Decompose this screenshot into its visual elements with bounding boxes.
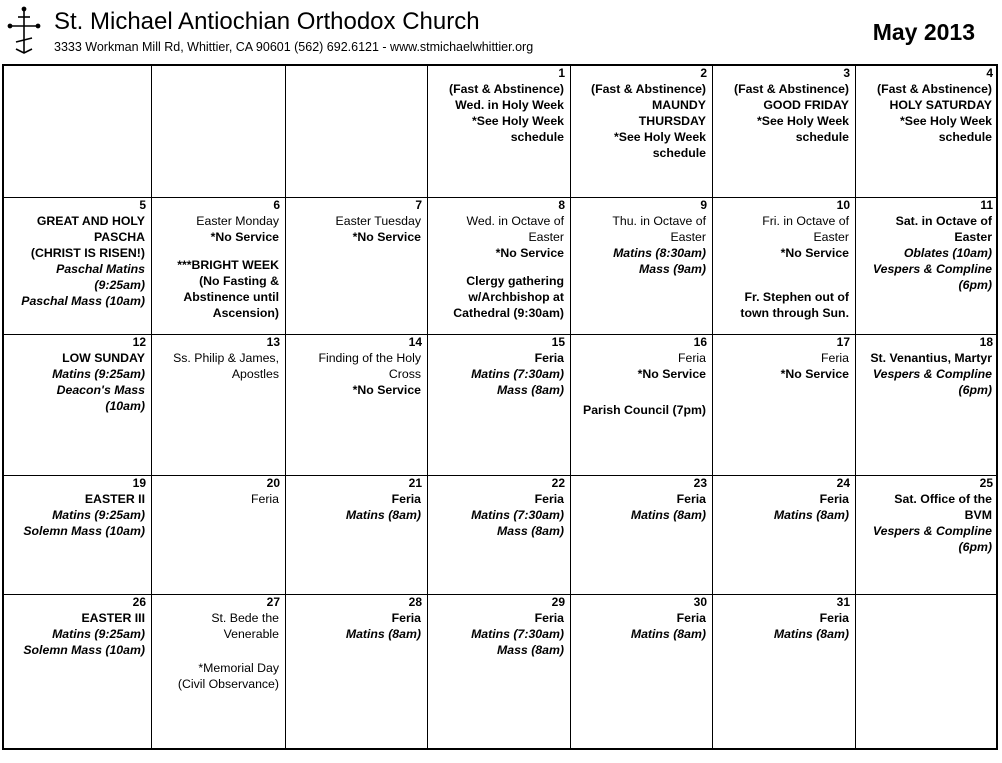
day-title: Venerable [223,627,279,641]
day-note: *See Holy Week [613,130,706,144]
day-service: Matins (7:30am) [471,508,564,522]
day-title: Easter [670,230,706,244]
calendar-day-22 [428,476,571,595]
day-title: MAUNDY [652,98,706,112]
calendar-day-16 [571,335,713,476]
calendar-day-25 [856,476,998,595]
day-title: Fri. in Octave of [762,214,849,228]
day-title: Sat. in Octave of [895,214,992,228]
day-note: schedule [652,146,706,160]
day-note: Clergy gathering [466,274,564,288]
calendar-day-8 [428,198,571,335]
day-note: Parish Council (7pm) [583,403,706,417]
calendar-empty-cell [152,66,286,198]
day-title: Feria [676,492,706,506]
calendar-day-10 [713,198,856,335]
day-note: w/Archbishop at [468,290,564,304]
day-number: 3 [843,66,850,80]
day-service: Mass (9am) [639,262,706,276]
day-service: (6pm) [958,278,992,292]
day-number: 16 [693,335,707,349]
day-service: Matins (8:30am) [613,246,706,260]
day-note: Fr. Stephen out of [744,290,849,304]
day-title: Easter Monday [196,214,279,228]
day-service: Matins (7:30am) [471,627,564,641]
day-note: (No Fasting & [199,274,279,288]
day-service: Matins (9:25am) [52,627,145,641]
day-number: 8 [558,198,565,212]
day-note: (Fast & Abstinence) [733,82,849,96]
day-title: LOW SUNDAY [62,351,145,365]
day-number: 29 [551,595,565,609]
month-title: May 2013 [872,19,975,45]
day-title: (CHRIST IS RISEN!) [30,246,145,260]
calendar-empty-cell [856,595,998,748]
day-number: 9 [700,198,707,212]
day-service: Mass (8am) [497,383,564,397]
day-number: 15 [551,335,565,349]
day-title: Finding of the Holy [318,351,421,365]
day-title: Apostles [231,367,279,381]
day-service: Matins (8am) [630,627,706,641]
day-note: (Fast & Abstinence) [876,82,992,96]
day-note: *No Service [780,367,849,381]
day-title: Feria [534,611,564,625]
day-title: Feria [819,611,849,625]
day-title: Feria [534,492,564,506]
day-title: Feria [676,611,706,625]
calendar-day-26 [4,595,152,748]
day-title: Feria [534,351,564,365]
calendar-day-2 [571,66,713,198]
day-number: 23 [693,476,707,490]
day-note: ***BRIGHT WEEK [177,258,279,272]
calendar-grid [2,64,998,750]
day-note: Ascension) [212,306,279,320]
day-service: Matins (8am) [773,508,849,522]
calendar-day-30 [571,595,713,748]
day-service: Vespers & Compline [872,262,992,276]
day-title: Feria [250,492,279,506]
day-title: Sat. Office of the [894,492,992,506]
day-title: GOOD FRIDAY [763,98,849,112]
calendar-day-17 [713,335,856,476]
day-title: GREAT AND HOLY [36,214,145,228]
day-number: 7 [415,198,422,212]
day-number: 24 [836,476,850,490]
day-service: (6pm) [958,383,992,397]
day-title: Cross [388,367,421,381]
church-name: St. Michael Antiochian Orthodox Church [54,8,480,35]
day-note: (Civil Observance) [177,677,279,691]
day-number: 17 [836,335,850,349]
day-number: 31 [836,595,850,609]
day-service: Matins (8am) [630,508,706,522]
day-number: 30 [693,595,707,609]
day-number: 10 [836,198,850,212]
day-number: 18 [979,335,993,349]
day-service: Matins (9:25am) [52,508,145,522]
day-service: Matins (9:25am) [52,367,145,381]
day-title: Feria [391,492,421,506]
day-service: Paschal Mass (10am) [21,294,145,308]
calendar-day-14 [286,335,428,476]
day-title: Feria [391,611,421,625]
calendar-day-12 [4,335,152,476]
day-note: *See Holy Week [471,114,564,128]
calendar-day-24 [713,476,856,595]
day-number: 6 [273,198,280,212]
day-service: Solemn Mass (10am) [23,643,145,657]
day-service: Matins (8am) [345,627,421,641]
day-title: Feria [820,351,849,365]
day-title: Wed. in Holy Week [455,98,564,112]
calendar-day-1 [428,66,571,198]
day-title: Easter [813,230,849,244]
day-title: St. Bede the [211,611,279,625]
calendar-day-31 [713,595,856,748]
day-number: 13 [266,335,280,349]
calendar-day-29 [428,595,571,748]
day-title: Feria [677,351,706,365]
day-service: Vespers & Compline [872,367,992,381]
day-service: (9:25am) [94,278,145,292]
calendar-day-7 [286,198,428,335]
day-service: (6pm) [958,540,992,554]
calendar-day-5 [4,198,152,335]
day-number: 28 [408,595,422,609]
day-note: *No Service [495,246,564,260]
day-service: Matins (8am) [345,508,421,522]
day-number: 2 [700,66,707,80]
day-service: Solemn Mass (10am) [23,524,145,538]
day-note: *See Holy Week [899,114,992,128]
calendar-day-21 [286,476,428,595]
day-note: schedule [510,130,564,144]
day-title: Easter [528,230,564,244]
day-number: 1 [558,66,565,80]
day-number: 25 [979,476,993,490]
church-address: 3333 Workman Mill Rd, Whittier, CA 90601 (562) 692.6121 - www.stmichaelwhittier.org [54,40,534,54]
calendar-empty-cell [4,66,152,198]
calendar-day-18 [856,335,998,476]
calendar-empty-cell [286,66,428,198]
day-number: 27 [266,595,280,609]
day-note: (Fast & Abstinence) [448,82,564,96]
calendar-day-20 [152,476,286,595]
day-title: EASTER III [81,611,145,625]
calendar-day-28 [286,595,428,748]
day-note: *No Service [352,230,421,244]
day-number: 5 [139,198,146,212]
day-number: 22 [551,476,565,490]
day-service: Matins (8am) [773,627,849,641]
calendar-header [0,0,1002,64]
day-note: *See Holy Week [756,114,849,128]
day-note: *No Service [210,230,279,244]
day-service: Oblates (10am) [903,246,992,260]
day-title: St. Venantius, Martyr [870,351,992,365]
day-number: 11 [980,198,993,212]
day-title: THURSDAY [638,114,706,128]
day-note: *No Service [352,383,421,397]
day-title: Easter Tuesday [335,214,421,228]
day-note: schedule [795,130,849,144]
calendar-day-11 [856,198,998,335]
day-note: Cathedral (9:30am) [453,306,564,320]
day-number: 26 [132,595,146,609]
day-title: Feria [819,492,849,506]
day-title: EASTER II [84,492,145,506]
calendar-day-13 [152,335,286,476]
day-number: 20 [266,476,280,490]
day-title: Wed. in Octave of [466,214,564,228]
orthodox-cross-icon [4,6,44,56]
day-note: *No Service [780,246,849,260]
day-number: 14 [408,335,422,349]
day-service: Paschal Matins [56,262,145,276]
calendar-day-6 [152,198,286,335]
day-title: Ss. Philip & James, [173,351,279,365]
day-title: Thu. in Octave of [612,214,706,228]
day-note: (Fast & Abstinence) [590,82,706,96]
calendar-day-3 [713,66,856,198]
day-title: HOLY SATURDAY [889,98,992,112]
day-service: (10am) [105,399,145,413]
calendar-day-4 [856,66,998,198]
day-title: Easter [954,230,992,244]
calendar-day-9 [571,198,713,335]
day-note: *No Service [637,367,706,381]
day-number: 21 [408,476,422,490]
day-number: 4 [986,66,993,80]
calendar-day-19 [4,476,152,595]
day-note: town through Sun. [740,306,849,320]
day-service: Mass (8am) [497,524,564,538]
calendar-day-23 [571,476,713,595]
day-service: Matins (7:30am) [471,367,564,381]
day-note: Abstinence until [183,290,279,304]
day-note: schedule [938,130,992,144]
day-service: Vespers & Compline [872,524,992,538]
day-service: Mass (8am) [497,643,564,657]
calendar-day-15 [428,335,571,476]
day-service: Deacon's Mass [56,383,145,397]
day-note: *Memorial Day [198,661,279,675]
day-number: 19 [132,476,146,490]
day-title: PASCHA [93,230,145,244]
day-number: 12 [132,335,146,349]
calendar-day-27 [152,595,286,748]
day-title: BVM [964,508,992,522]
